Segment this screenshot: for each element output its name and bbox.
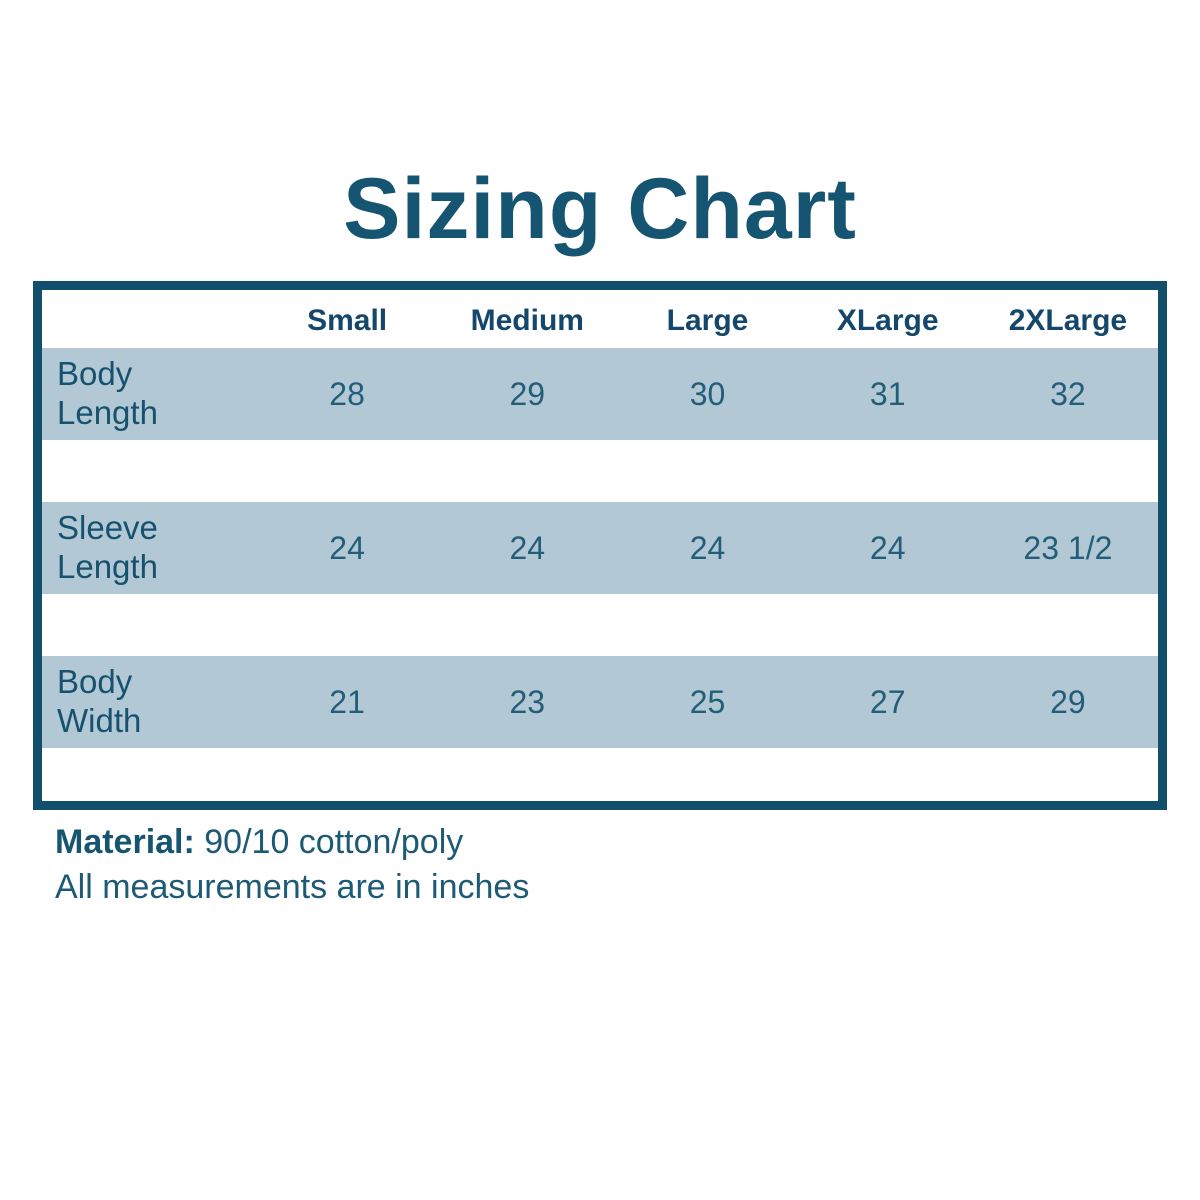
column-header-small: Small xyxy=(307,304,388,337)
body-length-2xlarge: 32 xyxy=(1050,375,1086,412)
body-length-large: 30 xyxy=(689,375,726,412)
column-header-xlarge: XLarge xyxy=(836,304,939,337)
row-label: Body Width xyxy=(57,663,142,739)
footer-notes xyxy=(55,820,529,910)
row-label-cell xyxy=(42,348,257,440)
measurements-note: All measurements are in inches xyxy=(55,867,530,906)
table-row-sleeve-length xyxy=(42,502,1158,594)
sleeve-length-medium: 24 xyxy=(509,529,546,566)
body-width-2xlarge: 29 xyxy=(1050,683,1086,720)
sleeve-length-xlarge: 24 xyxy=(869,529,906,566)
material-line xyxy=(55,820,529,865)
sleeve-length-large: 24 xyxy=(689,529,726,566)
body-length-small: 28 xyxy=(329,375,365,412)
row-label-cell xyxy=(42,502,257,594)
page-title: Sizing Chart xyxy=(343,161,857,257)
sizing-table xyxy=(33,281,1167,810)
body-length-medium: 29 xyxy=(509,375,546,412)
table-row-body-width xyxy=(42,656,1158,748)
sleeve-length-small: 24 xyxy=(329,529,365,566)
column-header-medium: Medium xyxy=(470,304,584,337)
sleeve-length-2xlarge: 23 1/2 xyxy=(1023,529,1113,566)
row-label: Sleeve Length xyxy=(57,509,158,585)
spacer-row xyxy=(42,748,1158,801)
body-length-xlarge: 31 xyxy=(869,375,906,412)
column-header-large: Large xyxy=(666,304,749,337)
body-width-small: 21 xyxy=(329,683,365,720)
spacer-row xyxy=(42,594,1158,656)
body-width-xlarge: 27 xyxy=(869,683,906,720)
body-width-large: 25 xyxy=(689,683,726,720)
table-row-body-length xyxy=(42,348,1158,440)
material-value: 90/10 cotton/poly xyxy=(194,823,464,861)
material-label: Material: xyxy=(55,823,195,861)
row-label-cell xyxy=(42,656,257,748)
spacer-row xyxy=(42,440,1158,502)
row-label: Body Length xyxy=(57,355,158,431)
header-empty-cell xyxy=(42,290,257,348)
table-header-row xyxy=(42,290,1158,348)
column-header-2xlarge: 2XLarge xyxy=(1008,304,1128,337)
body-width-medium: 23 xyxy=(509,683,546,720)
